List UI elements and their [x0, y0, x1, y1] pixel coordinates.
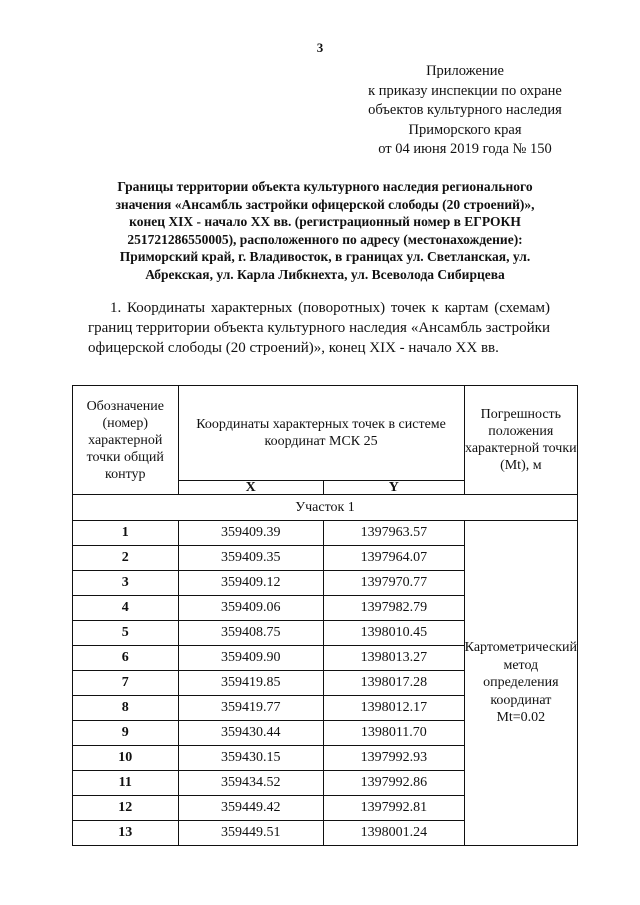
table-row [73, 521, 578, 546]
point-number: 13 [73, 821, 179, 846]
y-coordinate: 1397964.07 [323, 546, 464, 571]
x-coordinate: 359409.12 [178, 571, 323, 596]
x-coordinate: 359409.90 [178, 646, 323, 671]
x-coordinate: 359409.06 [178, 596, 323, 621]
header-designation: Обозначение (номер) характерной точки общий контур [73, 386, 179, 495]
header-x: X [178, 481, 323, 495]
y-coordinate: 1398011.70 [323, 721, 464, 746]
section-paragraph: 1. Координаты характерных (поворотных) точек к картам (схемам) границ территории объекта культурного наследия «Ансамбль застройки офицерской слободы (20 строений)», конец XIX - начало XX вв. [88, 300, 550, 356]
point-number: 7 [73, 671, 179, 696]
point-number: 2 [73, 546, 179, 571]
point-number: 12 [73, 796, 179, 821]
x-coordinate: 359419.77 [178, 696, 323, 721]
section-row: Участок 1 [73, 495, 578, 521]
y-coordinate: 1397992.86 [323, 771, 464, 796]
y-coordinate: 1398017.28 [323, 671, 464, 696]
appendix-line: от 04 июня 2019 года № 150 [378, 141, 552, 157]
point-number: 1 [73, 521, 179, 546]
x-coordinate: 359449.51 [178, 821, 323, 846]
y-coordinate: 1397992.93 [323, 746, 464, 771]
point-number: 3 [73, 571, 179, 596]
y-coordinate: 1398001.24 [323, 821, 464, 846]
appendix-header [330, 62, 600, 160]
point-number: 11 [73, 771, 179, 796]
header-error: Погрешность положения характерной точки (Mt), м [464, 386, 577, 495]
x-coordinate: 359449.42 [178, 796, 323, 821]
point-number: 6 [73, 646, 179, 671]
y-coordinate: 1397982.79 [323, 596, 464, 621]
y-coordinate: 1397992.81 [323, 796, 464, 821]
appendix-line: объектов культурного наследия [368, 102, 562, 118]
x-coordinate: 359419.85 [178, 671, 323, 696]
x-coordinate: 359409.35 [178, 546, 323, 571]
document-title: Границы территории объекта культурного наследия регионального значения «Ансамбль застройки офицерской слободы (20 строений)», конец XIX - начало XX вв. (регистрационный номер в ЕГРОКН 251721286550005), расположенного по адресу (местонахождение): Приморский край, г. Владивосток, в границах ул. Светланская, ул. Абрекская, ул. Карла Либкнехта, ул. Всеволода Сибирцева [115, 179, 535, 282]
point-number: 5 [73, 621, 179, 646]
x-coordinate: 359430.15 [178, 746, 323, 771]
appendix-line: Приложение [426, 63, 504, 79]
x-coordinate: 359430.44 [178, 721, 323, 746]
y-coordinate: 1398012.17 [323, 696, 464, 721]
y-coordinate: 1398010.45 [323, 621, 464, 646]
appendix-line: Приморского края [408, 121, 522, 138]
coordinates-table [72, 385, 578, 846]
method-cell: Картометрический метод определения координат Mt=0.02 [464, 521, 577, 846]
x-coordinate: 359434.52 [178, 771, 323, 796]
x-coordinate: 359408.75 [178, 621, 323, 646]
point-number: 9 [73, 721, 179, 746]
y-coordinate: 1397963.57 [323, 521, 464, 546]
point-number: 10 [73, 746, 179, 771]
y-coordinate: 1397970.77 [323, 571, 464, 596]
appendix-line: к приказу инспекции по охране [368, 82, 562, 99]
point-number: 8 [73, 696, 179, 721]
y-coordinate: 1398013.27 [323, 646, 464, 671]
header-y: Y [323, 481, 464, 495]
x-coordinate: 359409.39 [178, 521, 323, 546]
point-number: 4 [73, 596, 179, 621]
page-number: 3 [316, 40, 324, 55]
header-coordinates: Координаты характерных точек в системе координат МСК 25 [178, 386, 464, 481]
